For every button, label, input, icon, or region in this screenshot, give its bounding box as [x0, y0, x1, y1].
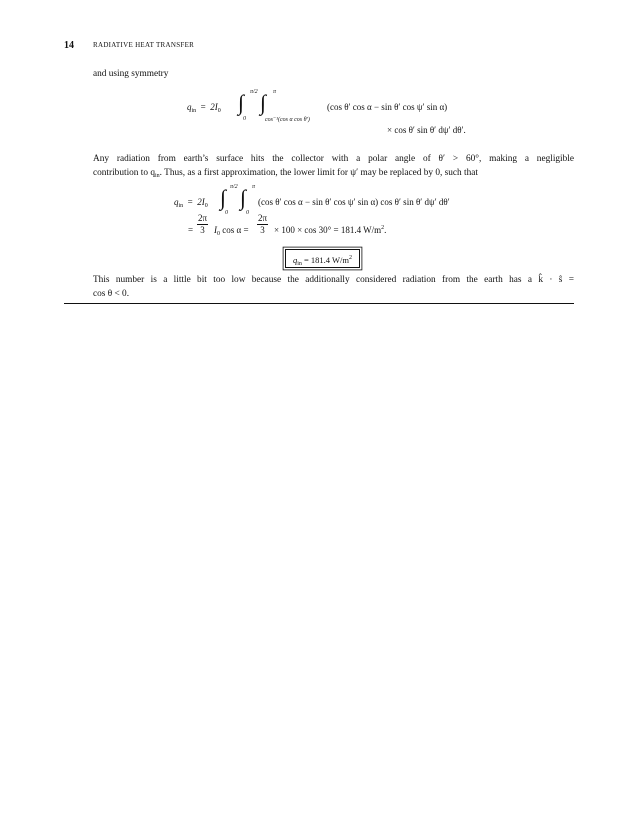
eq1-integrand: (cos θ′ cos α − sin θ′ cos ψ′ sin α) — [327, 102, 448, 112]
eq1-line2: × cos θ′ sin θ′ dψ′ dθ′. — [387, 125, 466, 135]
para2-line1: This number is a little bit too low because the additionally considered radiation from the earth has a k̂ · ŝ = — [93, 275, 574, 285]
result-symbol: q — [292, 255, 298, 265]
para1-line2-start: contribution to q — [93, 168, 155, 178]
eq2-integrand: (cos θ′ cos α − sin θ′ cos ψ′ sin α) cos θ′ sin θ′ dψ′ dθ′ — [258, 197, 450, 207]
eq2-frac2-denominator: 3 — [260, 225, 265, 235]
para1-line2-sub: in — [154, 173, 160, 179]
eq1-integral-inner: ∫ — [260, 90, 267, 115]
eq2-frac1-denominator: 3 — [200, 225, 205, 235]
eq1-factor: 2I — [210, 102, 218, 112]
eq1-int2-upper: π — [273, 89, 277, 95]
eq1-int1-lower: 0 — [243, 116, 246, 122]
result-value: = 181.4 W/m — [301, 255, 350, 265]
para1-line2 — [93, 166, 478, 183]
eq2-line2-equals: = — [188, 225, 194, 235]
eq2-lhs-symbol: q — [174, 197, 179, 207]
result-sub: in — [297, 261, 302, 267]
eq1-factor-sub: 0 — [217, 108, 221, 114]
eq2-lhs — [174, 197, 208, 209]
eq2-tail-sup: 2 — [381, 225, 385, 231]
result-box — [285, 249, 360, 268]
running-head: RADIATIVE HEAT TRANSFER — [93, 41, 195, 49]
para1-line1: Any radiation from earth’s surface hits the collector with a polar angle of θ′ > 60°, making a negligible — [93, 154, 574, 164]
eq2-tail-end: . — [384, 225, 387, 235]
eq2-int2-upper: π — [252, 184, 256, 190]
eq1-lhs — [187, 102, 221, 114]
eq1-int1-upper: π/2 — [250, 89, 258, 95]
eq2-tail — [274, 225, 386, 235]
eq1-int2-lower: cos⁻¹(cos α cos θ′) — [265, 117, 310, 123]
eq2-fraction-1 — [197, 213, 208, 236]
eq2-int1-lower: 0 — [225, 210, 228, 216]
eq1-lhs-sub: in — [191, 108, 197, 114]
eq2-integral-inner: ∫ — [240, 185, 247, 210]
eq2-mid — [214, 225, 249, 237]
eq2-int2-lower: 0 — [246, 210, 249, 216]
para2-line2: cos θ < 0. — [93, 289, 130, 299]
eq2-equals: = — [187, 197, 193, 207]
eq2-factor-sub: 0 — [204, 203, 208, 209]
intro-text: and using symmetry — [93, 69, 169, 79]
eq1-lhs-symbol: q — [187, 102, 192, 112]
eq2-factor: 2I — [197, 197, 205, 207]
para1-line2-end: . Thus, as a first approximation, the lower limit for ψ′ may be replaced by 0, such that — [159, 168, 478, 178]
eq2-mid-symbol: I — [214, 225, 217, 235]
eq2-mid-sub: 0 — [217, 231, 220, 237]
eq2-tail-text: × 100 × cos 30° = 181.4 W/m — [274, 225, 382, 235]
eq2-frac2-numerator: 2π — [258, 213, 268, 223]
eq2-int1-upper: π/2 — [230, 184, 238, 190]
result-sup: 2 — [349, 255, 353, 261]
eq2-fraction-2 — [257, 213, 268, 236]
page-number: 14 — [64, 40, 74, 51]
eq2-frac1-numerator: 2π — [198, 213, 208, 223]
bottom-rule — [64, 303, 574, 304]
eq1-integral-outer: ∫ — [238, 90, 245, 115]
eq1-equals: = — [200, 102, 206, 112]
eq2-integral-outer: ∫ — [220, 185, 227, 210]
eq2-lhs-sub: in — [178, 203, 184, 209]
eq2-mid-rest: cos α = — [220, 225, 249, 235]
